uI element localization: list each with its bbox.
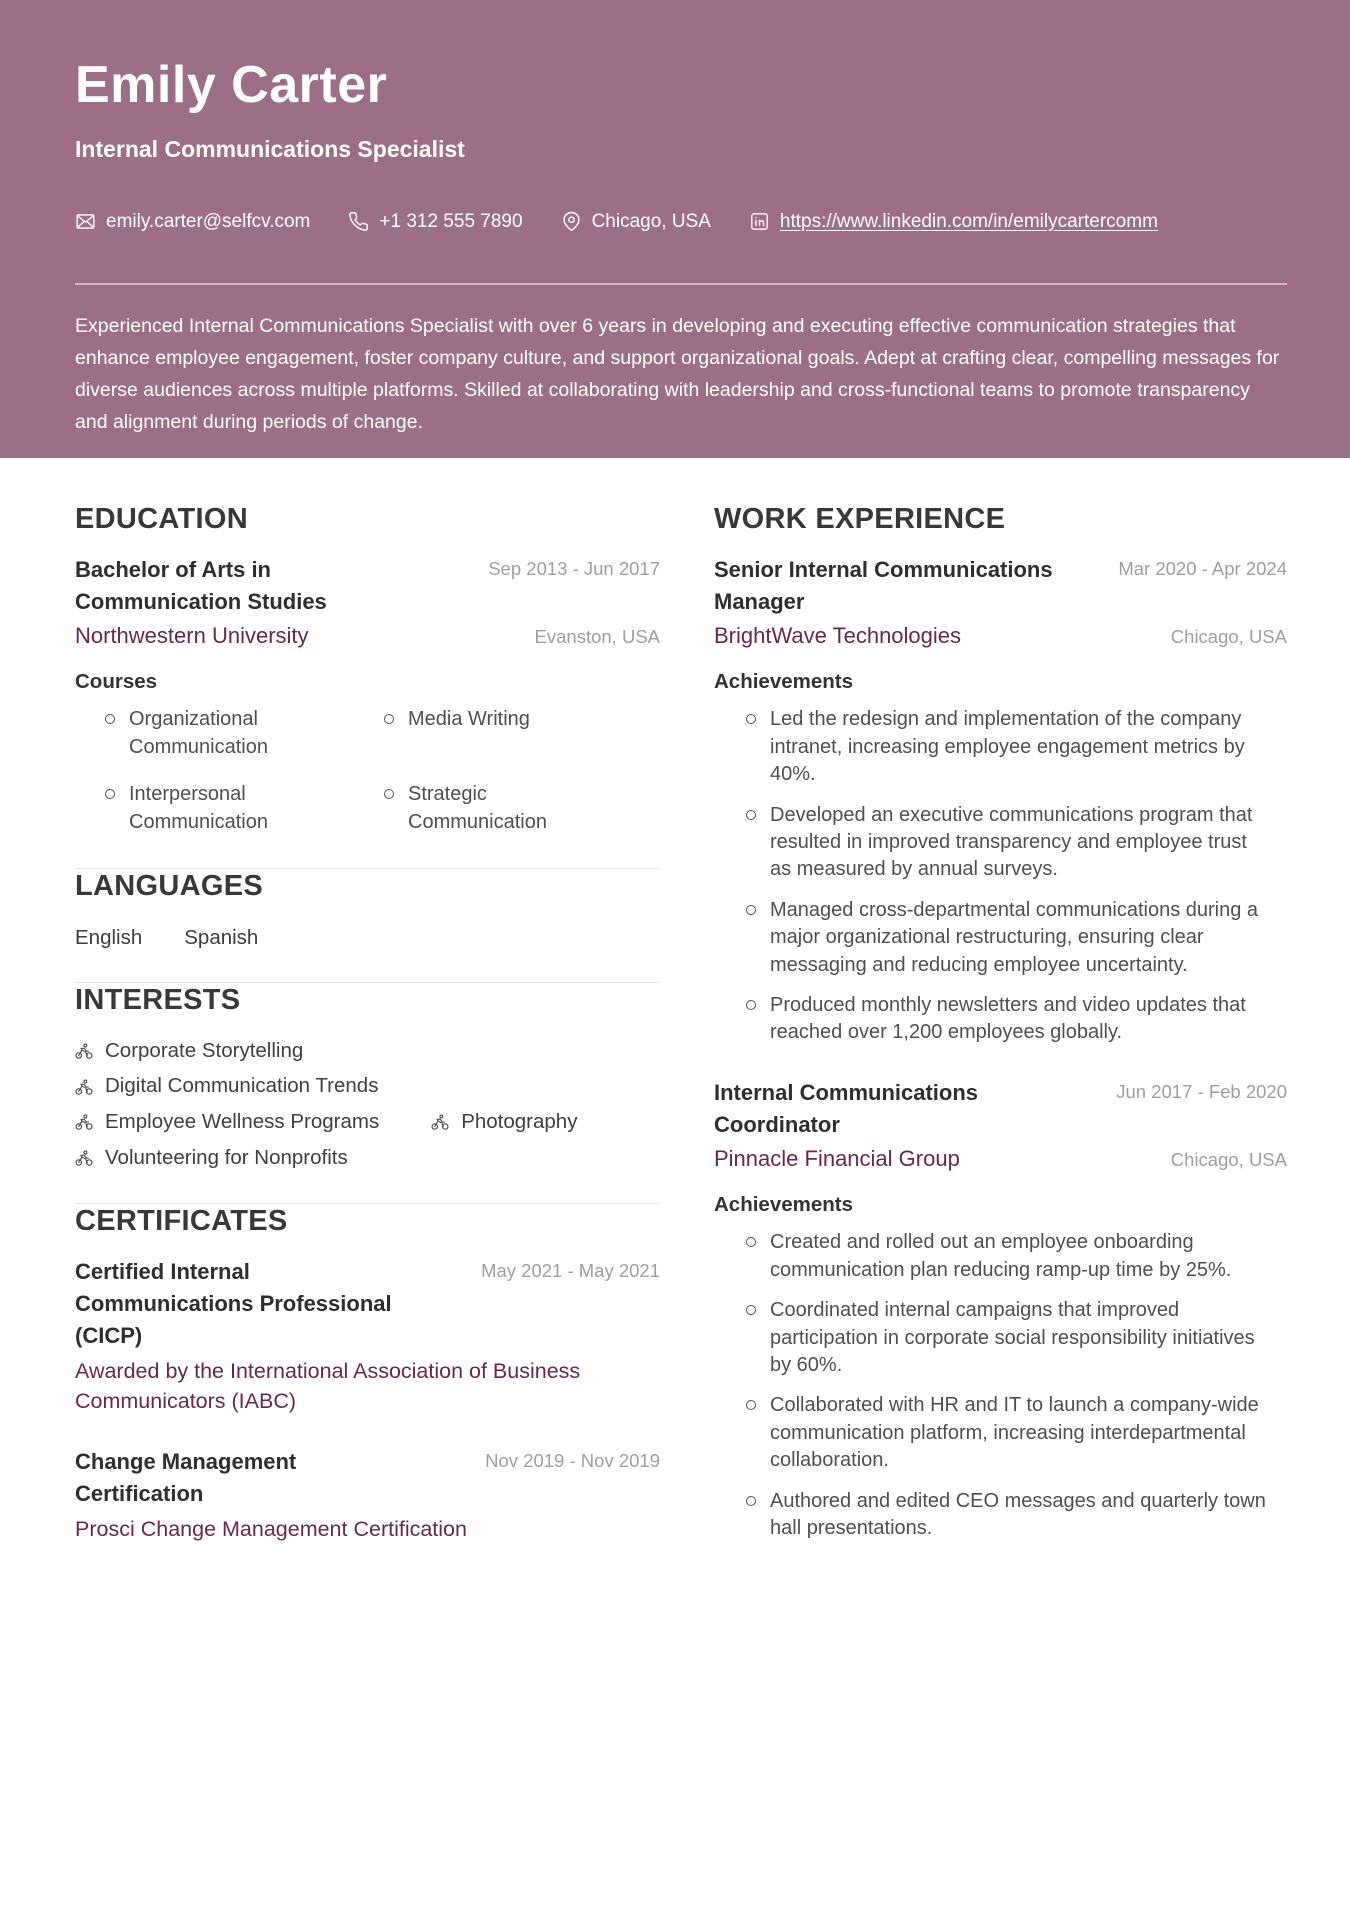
job-title: Internal Communications Coordinator [714,1079,979,1137]
languages-list [75,926,660,950]
person-job-title: Internal Communications Specialist [75,135,465,162]
course-item: Interpersonal Communication [75,781,384,836]
linkedin-link[interactable] [749,211,1158,233]
contact-location [561,211,711,233]
bullet-icon [384,714,394,724]
interests-list [75,1038,660,1172]
course-item: Media Writing [384,706,660,761]
cyclist-icon [75,1113,93,1131]
achievements-label: Achievements [714,1193,854,1217]
linkedin-icon [749,211,770,232]
language-item: English [75,925,143,949]
interest-item: Digital Communication Trends [75,1073,378,1100]
certificate-entry [75,1256,660,1416]
bullet-icon [746,810,756,820]
job-entry [714,554,1287,1047]
courses-label: Courses [75,670,158,694]
job-dates: Mar 2020 - Apr 2024 [1118,557,1287,579]
language-item: Spanish [184,925,259,949]
bullet-icon [105,714,115,724]
job-location: Chicago, USA [1170,1148,1287,1170]
certificate-dates: Nov 2019 - Nov 2019 [485,1449,660,1471]
achievement-item: Authored and edited CEO messages and quarterly town hall presentations. [714,1488,1287,1543]
resume-body [0,458,1350,1544]
person-name: Emily Carter [75,56,388,114]
degree-title: Bachelor of Arts in Communication Studies [75,556,327,614]
achievement-item: Created and rolled out an employee onboarding communication plan reducing ramp-up time by 25%. [714,1229,1287,1284]
company-name: Pinnacle Financial Group [714,1145,960,1171]
interests-heading: INTERESTS [75,983,241,1016]
bullet-icon [746,905,756,915]
right-column [714,502,1287,1544]
left-column [75,502,660,1544]
education-heading: EDUCATION [75,503,248,535]
certificate-dates: May 2021 - May 2021 [481,1260,660,1281]
education-entry [75,554,660,836]
interest-item: Employee Wellness Programs [75,1109,379,1136]
email-text: emily.carter@selfcv.com [106,210,311,232]
achievements-list [714,706,1287,1046]
achievements-label: Achievements [714,670,854,694]
contact-row [75,211,1287,233]
achievements-list [714,1229,1287,1542]
work-experience-heading: WORK EXPERIENCE [714,503,1006,535]
linkedin-text: https://www.linkedin.com/in/emilycartercomm [779,210,1158,232]
bullet-icon [746,714,756,724]
achievement-item: Led the redesign and implementation of the company intranet, increasing employee engagement metrics by 40%. [714,706,1287,788]
location-text: Chicago, USA [591,210,711,232]
certificate-entry [75,1446,660,1544]
job-location: Chicago, USA [1170,625,1287,647]
header-divider [75,283,1287,285]
cyclist-icon [431,1113,449,1131]
school-name: Northwestern University [75,622,309,648]
bullet-icon [746,1237,756,1247]
resume-header [0,0,1350,458]
courses-list [75,706,660,836]
interest-item: Volunteering for Nonprofits [75,1145,348,1172]
education-location: Evanston, USA [534,625,660,647]
phone-icon [348,211,369,232]
education-dates: Sep 2013 - Jun 2017 [488,557,660,579]
phone-text: +1 312 555 7890 [379,210,523,232]
job-dates: Jun 2017 - Feb 2020 [1116,1080,1287,1102]
bullet-icon [746,1305,756,1315]
cyclist-icon [75,1042,93,1060]
interest-item: Photography [431,1109,577,1136]
contact-email [75,211,310,233]
bullet-icon [384,789,394,799]
achievement-item: Managed cross-departmental communications during a major organizational restructuring, ensuring clear messaging and reducing employee uncertainty. [714,897,1287,979]
job-title: Senior Internal Communications Manager [714,556,1053,614]
summary-text: Experienced Internal Communications Specialist with over 6 years in developing and executing effective communication strategies that enhance employee engagement, foster company culture, and support organizational goals. Adept at crafting clear, compelling messages for diverse audiences across multiple platforms. Skilled at collaborating with leadership and cross-functional teams to promote transparency and alignment during periods of change. [75,314,1280,433]
certificate-issuer: Prosci Change Management Certification [75,1516,467,1541]
bullet-icon [746,1000,756,1010]
location-icon [561,211,582,232]
email-icon [75,211,96,232]
course-item: Strategic Communication [384,781,660,836]
bullet-icon [746,1496,756,1506]
achievement-item: Produced monthly newsletters and video updates that reached over 1,200 employees globally. [714,992,1287,1047]
achievement-item: Coordinated internal campaigns that improved participation in corporate social responsibility initiatives by 60%. [714,1297,1287,1379]
cyclist-icon [75,1078,93,1096]
cyclist-icon [75,1149,93,1167]
company-name: BrightWave Technologies [714,622,962,648]
achievement-item: Collaborated with HR and IT to launch a company-wide communication platform, increasing interdepartmental collaboration. [714,1392,1287,1474]
course-item: Organizational Communication [75,706,384,761]
bullet-icon [105,789,115,799]
certificate-issuer: Awarded by the International Association of Business Communicators (IABC) [75,1358,581,1413]
achievement-item: Developed an executive communications program that resulted in improved transparency and employee trust as measured by annual surveys. [714,802,1287,884]
certificate-title: Change Management Certification [75,1448,297,1506]
job-entry [714,1077,1287,1543]
interest-item: Corporate Storytelling [75,1038,303,1065]
languages-heading: LANGUAGES [75,870,263,903]
bullet-icon [746,1400,756,1410]
certificates-heading: CERTIFICATES [75,1205,288,1238]
certificate-title: Certified Internal Communications Professional (CICP) [75,1259,392,1348]
contact-phone [348,211,522,233]
